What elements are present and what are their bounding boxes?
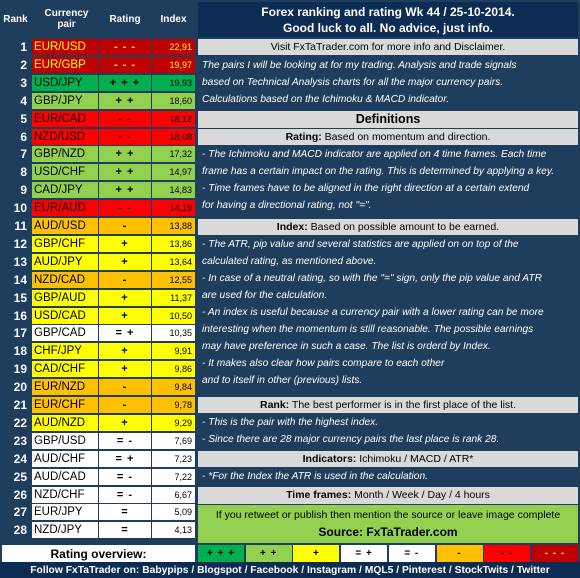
index-cell: 9,78 (152, 397, 195, 413)
rating-swatch: + + (246, 545, 292, 562)
currency-pair-cell: USD/CAD (32, 308, 98, 324)
rating-cell: = - (99, 433, 151, 449)
table-row (0, 217, 195, 234)
index-notes (198, 236, 578, 396)
rating-note-line: - The Ichimoku and MACD indicator are applied on 4 time frames. Each time (202, 149, 547, 160)
currency-pair-cell: GBP/CHF (32, 236, 98, 252)
rank-cell: 8 (0, 164, 31, 180)
index-label: Index: (276, 221, 308, 233)
rating-cell: - (99, 397, 151, 413)
rating-cell: - - (99, 129, 151, 145)
currency-pair-cell: NZD/CAD (32, 272, 98, 288)
rank-cell: 1 (0, 39, 31, 55)
rating-cell: - - - (99, 57, 151, 73)
rating-swatch: - - - (532, 545, 578, 562)
index-cell: 9,29 (152, 415, 195, 431)
index-cell: 13,64 (152, 254, 195, 270)
rank-cell: 17 (0, 325, 31, 341)
rank-cell: 10 (0, 200, 31, 216)
table-row (0, 342, 195, 359)
rating-overview-label: Rating overview: (2, 545, 195, 562)
currency-pair-cell: GBP/JPY (32, 93, 98, 109)
rank-notes (198, 414, 578, 450)
currency-pair-cell: CHF/JPY (32, 343, 98, 359)
rank-cell: 27 (0, 504, 31, 520)
visit-line[interactable]: Visit FxTaTrader.com for more info and Disclaimer. (198, 39, 578, 55)
title-line-1: Forex ranking and rating Wk 44 / 25-10-2014. (261, 5, 515, 19)
index-desc: Based on possible amount to be earned. (307, 221, 500, 233)
index-cell: 9,86 (152, 361, 195, 377)
index-cell: 14,97 (152, 164, 195, 180)
timeframes-label: Time frames: (286, 489, 352, 501)
retweet-text: If you retweet or publish then mention the source or leave image complete (215, 509, 561, 521)
rating-cell: - (99, 272, 151, 288)
currency-pair-cell: AUD/CHF (32, 451, 98, 467)
index-cell: 19,93 (152, 75, 195, 91)
currency-pair-cell: EUR/GBP (32, 57, 98, 73)
index-cell: 14,83 (152, 182, 195, 198)
rank-cell: 3 (0, 75, 31, 91)
rating-cell: - (99, 218, 151, 234)
rank-cell: 12 (0, 236, 31, 252)
rating-cell: = - (99, 469, 151, 485)
rank-cell: 11 (0, 218, 31, 234)
table-row (0, 74, 195, 91)
index-cell: 9,84 (152, 379, 195, 395)
indicators-desc: Ichimoku / MACD / ATR* (356, 453, 474, 465)
index-note-line: interesting when the momentum is still reasonable. The possible earnings (202, 324, 534, 335)
rating-swatch: - (437, 545, 483, 562)
rank-cell: 2 (0, 57, 31, 73)
rating-cell: + + + (99, 75, 151, 91)
rating-note-line: frame has a certain impact on the rating. This is determined by applying a key. (202, 166, 555, 177)
currency-pair-cell: EUR/CAD (32, 111, 98, 127)
rating-cell: + (99, 308, 151, 324)
currency-pair-cell: USD/JPY (32, 75, 98, 91)
currency-pair-cell: CAD/JPY (32, 182, 98, 198)
rating-swatch: = + (341, 545, 387, 562)
index-note-line: - In case of a neutral rating, so with the "=" sign, only the pip value and ATR (202, 273, 542, 284)
index-cell: 5,09 (152, 504, 195, 520)
index-cell: 7,22 (152, 469, 195, 485)
table-row (0, 396, 195, 413)
currency-pair-cell: AUD/JPY (32, 254, 98, 270)
currency-pair-cell: NZD/JPY (32, 522, 98, 538)
info-panel (196, 0, 580, 578)
table-row (0, 181, 195, 198)
table-row (0, 110, 195, 127)
table-row (0, 324, 195, 341)
currency-pair-cell: AUD/NZD (32, 415, 98, 431)
indicators-definition (198, 451, 578, 467)
table-row (0, 521, 195, 538)
table-row (0, 360, 195, 377)
index-cell: 18,60 (152, 93, 195, 109)
rating-swatch: = - (389, 545, 435, 562)
table-row (0, 253, 195, 270)
rank-cell: 14 (0, 272, 31, 288)
table-row (0, 271, 195, 288)
rating-cell: = (99, 522, 151, 538)
indicators-notes (198, 468, 578, 486)
currency-pair-cell: EUR/USD (32, 39, 98, 55)
rating-cell: + (99, 361, 151, 377)
index-definition (198, 219, 578, 235)
currency-pair-cell: GBP/AUD (32, 290, 98, 306)
rating-notes (198, 146, 578, 218)
table-row (0, 414, 195, 431)
rating-cell: - - - (99, 39, 151, 55)
rating-cell: + + (99, 93, 151, 109)
rank-cell: 24 (0, 451, 31, 467)
rank-cell: 23 (0, 433, 31, 449)
rank-cell: 7 (0, 146, 31, 162)
follow-bar[interactable]: Follow FxTaTrader on: Babypips / Blogspot / Facebook / Instagram / MQL5 / Pinterest / StockTwits / Twitter (0, 562, 580, 578)
currency-pair-cell: GBP/CAD (32, 325, 98, 341)
rating-cell: + (99, 343, 151, 359)
timeframes-definition (198, 487, 578, 504)
currency-pair-cell: EUR/NZD (32, 379, 98, 395)
rating-cell: + (99, 236, 151, 252)
rating-swatch: - - (484, 545, 530, 562)
index-cell: 7,69 (152, 433, 195, 449)
rating-cell: - (99, 379, 151, 395)
currency-pair-cell: EUR/AUD (32, 200, 98, 216)
rank-cell: 21 (0, 397, 31, 413)
rank-label: Rank: (259, 399, 290, 411)
header-rank: Rank (0, 0, 31, 38)
table-row (0, 432, 195, 449)
title-banner (198, 2, 578, 37)
index-cell: 4,13 (152, 522, 195, 538)
rating-cell: + (99, 290, 151, 306)
index-cell: 10,35 (152, 325, 195, 341)
index-cell: 11,37 (152, 290, 195, 306)
header-rating: Rating (99, 0, 151, 38)
table-row (0, 378, 195, 395)
rating-note-line: - Time frames have to be aligned in the right direction at a certain extend (202, 183, 530, 194)
currency-pair-cell: USD/CHF (32, 164, 98, 180)
table-row (0, 128, 195, 145)
currency-pair-cell: AUD/USD (32, 218, 98, 234)
rating-cell: + + (99, 164, 151, 180)
currency-pair-cell: CAD/CHF (32, 361, 98, 377)
index-note-line: calculated rating, as mentioned above. (202, 256, 377, 267)
rating-swatch: + (293, 545, 339, 562)
rank-cell: 19 (0, 361, 31, 377)
indicators-label: Indicators: (302, 453, 357, 465)
source-text[interactable]: Source: FxTaTrader.com (318, 525, 458, 539)
index-note-line: and to itself in other (previous) lists. (202, 375, 363, 386)
rating-cell: + (99, 254, 151, 270)
rank-cell: 13 (0, 254, 31, 270)
definitions-heading: Definitions (198, 111, 578, 128)
index-cell: 9,91 (152, 343, 195, 359)
rating-cell: = + (99, 325, 151, 341)
index-cell: 19,97 (152, 57, 195, 73)
intro-line: The pairs I will be looking at for my trading. Analysis and trade signals (202, 60, 517, 71)
index-note-line: - The ATR, pip value and several statistics are applied on on top of the (202, 239, 519, 250)
rating-cell: - - (99, 200, 151, 216)
rank-cell: 9 (0, 182, 31, 198)
intro-notes (198, 56, 578, 110)
rating-cell: + + (99, 146, 151, 162)
rating-definition (198, 129, 578, 145)
header-index: Index (152, 0, 195, 38)
rank-cell: 16 (0, 308, 31, 324)
table-row (0, 235, 195, 252)
table-row (0, 38, 195, 55)
index-cell: 13,86 (152, 236, 195, 252)
rank-note-line: - This is the pair with the highest index. (202, 417, 379, 428)
rank-cell: 26 (0, 487, 31, 503)
rating-cell: - - (99, 111, 151, 127)
currency-pair-cell: NZD/USD (32, 129, 98, 145)
rating-desc: Based on momentum and direction. (321, 131, 491, 143)
rating-cell: + (99, 415, 151, 431)
header-currency-pair: Currency pair (32, 0, 98, 38)
rating-note-line: for having a directional rating, not "=". (202, 200, 372, 211)
index-cell: 12,55 (152, 272, 195, 288)
index-cell: 18,08 (152, 129, 195, 145)
index-cell: 17,32 (152, 146, 195, 162)
index-cell: 10,50 (152, 308, 195, 324)
rating-swatch: + + + (198, 545, 244, 562)
index-cell: 22,91 (152, 39, 195, 55)
table-row (0, 92, 195, 109)
currency-pair-cell: EUR/JPY (32, 504, 98, 520)
rank-note-line: - Since there are 28 major currency pairs the last place is rank 28. (202, 434, 500, 445)
rank-cell: 28 (0, 522, 31, 538)
table-row (0, 145, 195, 162)
rating-cell: = - (99, 487, 151, 503)
title-line-2: Good luck to all. No advice, just info. (282, 21, 494, 35)
rank-cell: 4 (0, 93, 31, 109)
currency-pair-cell: GBP/USD (32, 433, 98, 449)
table-row (0, 199, 195, 216)
indicators-note-line: - *For the Index the ATR is used in the calculation. (202, 471, 428, 482)
rank-cell: 18 (0, 343, 31, 359)
table-row (0, 307, 195, 324)
index-note-line: - It makes also clear how pairs compare to each other (202, 358, 445, 369)
rank-cell: 22 (0, 415, 31, 431)
index-cell: 6,67 (152, 487, 195, 503)
table-row (0, 56, 195, 73)
table-row (0, 163, 195, 180)
index-cell: 7,23 (152, 451, 195, 467)
rating-cell: = (99, 504, 151, 520)
currency-pair-cell: EUR/CHF (32, 397, 98, 413)
rank-definition (198, 397, 578, 413)
index-note-line: may have preference in such a case. The list is orderd by Index. (202, 341, 491, 352)
index-note-line: - An index is useful because a currency pair with a lower rating can be more (202, 307, 544, 318)
index-cell: 18,12 (152, 111, 195, 127)
retweet-box (198, 505, 578, 543)
currency-pair-cell: GBP/NZD (32, 146, 98, 162)
currency-pair-cell: AUD/CAD (32, 469, 98, 485)
table-row (0, 450, 195, 467)
table-row (0, 486, 195, 503)
rank-cell: 6 (0, 129, 31, 145)
table-row (0, 289, 195, 306)
rank-cell: 15 (0, 290, 31, 306)
rating-cell: = + (99, 451, 151, 467)
index-cell: 14,19 (152, 200, 195, 216)
table-row (0, 503, 195, 520)
rating-cell: + + (99, 182, 151, 198)
index-note-line: are used for the calculation. (202, 290, 328, 301)
rank-cell: 5 (0, 111, 31, 127)
rank-desc: The best performer is in the first place of the list. (289, 399, 516, 411)
currency-pair-cell: NZD/CHF (32, 487, 98, 503)
index-cell: 13,88 (152, 218, 195, 234)
table-row (0, 468, 195, 485)
timeframes-desc: Month / Week / Day / 4 hours (351, 489, 490, 501)
intro-line: Calculations based on the Ichimoku & MACD indicator. (202, 94, 450, 105)
rank-cell: 20 (0, 379, 31, 395)
rating-label: Rating: (285, 131, 322, 143)
rating-overview (0, 545, 580, 562)
rank-cell: 25 (0, 469, 31, 485)
intro-line: based on Technical Analysis charts for all the major currency pairs. (202, 77, 504, 88)
